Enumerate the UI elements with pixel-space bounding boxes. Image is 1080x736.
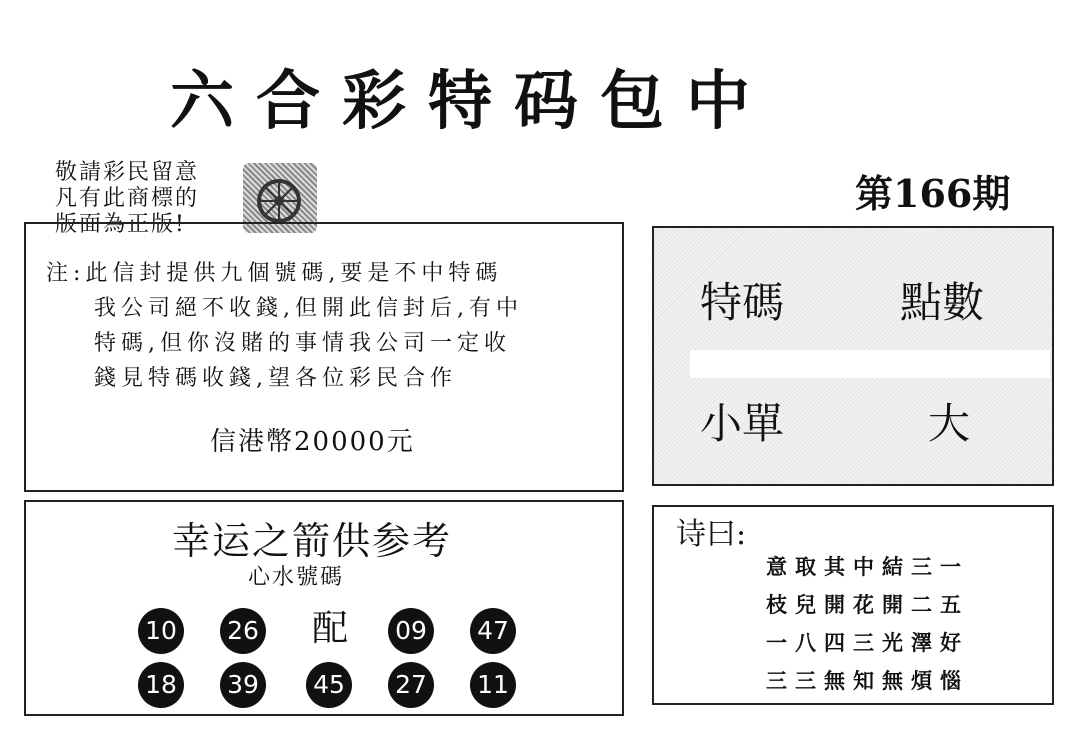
poem-line: 三三無知無煩惱 bbox=[766, 668, 969, 693]
notice-line: 我公司絕不收錢,但開此信封后,有中 bbox=[94, 296, 523, 321]
points-value: 大 bbox=[928, 399, 971, 448]
number-ball: 45 bbox=[306, 662, 352, 708]
number-ball: 10 bbox=[138, 608, 184, 654]
divider-band bbox=[690, 350, 1050, 378]
reward-amount: 信港幣20000元 bbox=[210, 427, 415, 457]
notice-line: 錢見特碼收錢,望各位彩民合作 bbox=[94, 366, 457, 391]
notice-line: 凡有此商標的 bbox=[55, 186, 200, 211]
points-label: 點數 bbox=[900, 278, 985, 327]
number-ball: 11 bbox=[470, 662, 516, 708]
number-ball: 47 bbox=[470, 608, 516, 654]
special-code-label: 特碼 bbox=[700, 278, 785, 327]
number-ball: 26 bbox=[220, 608, 266, 654]
number-ball: 18 bbox=[138, 662, 184, 708]
notice-line: 敬請彩民留意 bbox=[55, 160, 200, 185]
poem-line: 枝兒開花開二五 bbox=[766, 592, 969, 617]
poem-line: 意取其中結三一 bbox=[766, 554, 969, 579]
issue-number: 第166期 bbox=[855, 171, 1011, 216]
poem-line: 一八四三光澤好 bbox=[766, 630, 969, 655]
poem-heading: 诗曰: bbox=[676, 517, 747, 552]
poem-text bbox=[766, 548, 969, 700]
lucky-subtitle: 心水號碼 bbox=[248, 565, 345, 590]
special-code-value: 小單 bbox=[700, 399, 785, 448]
number-ball: 39 bbox=[220, 662, 266, 708]
notice-text bbox=[46, 256, 616, 396]
lucky-title: 幸运之箭供参考 bbox=[172, 519, 453, 563]
notice-line: 此信封提供九個號碼,要是不中特碼 bbox=[85, 261, 503, 286]
number-ball: 09 bbox=[388, 608, 434, 654]
pair-label: 配 bbox=[312, 608, 349, 649]
notice-line: 特碼,但你沒賭的事情我公司一定收 bbox=[94, 331, 511, 356]
page-title: 六合彩特码包中 bbox=[170, 65, 772, 139]
notice-line: 版面為正版! bbox=[55, 212, 186, 237]
number-ball: 27 bbox=[388, 662, 434, 708]
notice-prefix: 注: bbox=[46, 261, 86, 286]
